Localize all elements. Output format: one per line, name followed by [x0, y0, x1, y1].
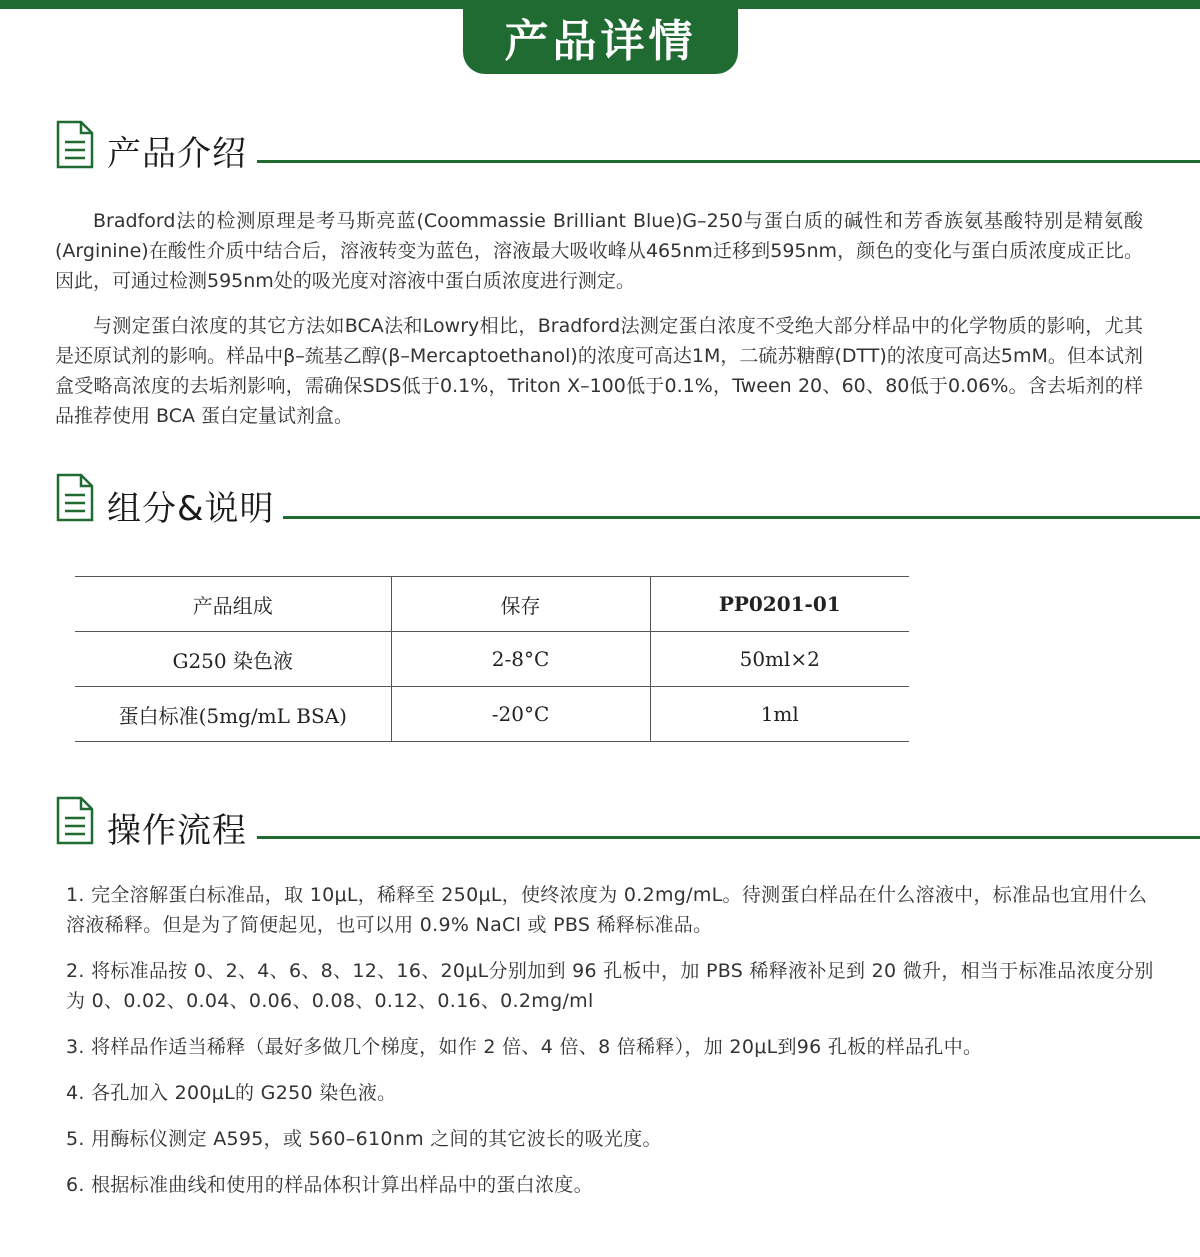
document-icon: [55, 120, 95, 170]
table-header-cell: 保存: [391, 577, 650, 632]
intro-paragraph: 与测定蛋白浓度的其它方法如BCA法和Lowry相比，Bradford法测定蛋白浓度不受绝大部分样品中的化学物质的影响，尤其是还原试剂的影响。样品中β–巯基乙醇(β–Mercaptoethanol)的浓度可高达1M，二硫苏糖醇(DTT)的浓度可高达5mM。但本试剂盒受略高浓度的去垢剂影响，需确保SDS低于0.1%，Triton X–100低于0.1%，Tween 20、60、80低于0.06%。含去垢剂的样品推荐使用 BCA 蛋白定量试剂盒。: [55, 315, 1143, 427]
section-header-procedure: [55, 796, 1200, 856]
procedure-step: 5. 用酶标仪测定 A595，或 560–610nm 之间的其它波长的吸光度。: [66, 1128, 662, 1150]
banner-title: 产品详情: [504, 16, 697, 67]
components-table: [75, 576, 909, 742]
procedure-step: 6. 根据标准曲线和使用的样品体积计算出样品中的蛋白浓度。: [66, 1174, 593, 1196]
procedure-step: 3. 将样品作适当稀释（最好多做几个梯度，如作 2 倍、4 倍、8 倍稀释），加 20μL到96 孔板的样品孔中。: [66, 1036, 983, 1058]
section-title: 产品介绍: [107, 134, 247, 174]
table-cell: G250 染色液: [75, 632, 391, 687]
document-icon: [55, 473, 95, 523]
section-divider: [257, 160, 1200, 163]
document-icon: [55, 796, 95, 846]
intro-paragraph: Bradford法的检测原理是考马斯亮蓝(Coommassie Brilliant Blue)G–250与蛋白质的碱性和芳香族氨基酸特别是精氨酸(Arginine)在酸性介质中结合后，溶液转变为蓝色，溶液最大吸收峰从465nm迁移到595nm，颜色的变化与蛋白质浓度成正比。因此，可通过检测595nm处的吸光度对溶液中蛋白质浓度进行测定。: [55, 210, 1143, 292]
table-header-row: [75, 577, 909, 632]
table-cell: 蛋白标准(5mg/mL BSA): [75, 687, 391, 742]
table-cell: -20°C: [391, 687, 650, 742]
table-row: [75, 632, 909, 687]
table-header-cell: PP0201-01: [650, 577, 909, 632]
table-cell: 1ml: [650, 687, 909, 742]
section-divider: [283, 516, 1200, 519]
section-header-intro: [55, 120, 1200, 180]
procedure-step: 4. 各孔加入 200μL的 G250 染色液。: [66, 1082, 397, 1104]
section-header-components: [55, 473, 1200, 533]
table-cell: 50ml×2: [650, 632, 909, 687]
section-divider: [257, 836, 1200, 839]
procedure-step: 2. 将标准品按 0、2、4、6、8、12、16、20μL分别加到 96 孔板中，加 PBS 稀释液补足到 20 微升，相当于标准品浓度分别为 0、0.02、0.04、0.06、0.08、0.12、0.16、0.2mg/ml: [66, 960, 1154, 1012]
page-banner: [463, 0, 738, 74]
table-row: [75, 687, 909, 742]
section-title: 操作流程: [107, 811, 247, 851]
table-header-cell: 产品组成: [75, 577, 391, 632]
table-cell: 2-8°C: [391, 632, 650, 687]
procedure-step: 1. 完全溶解蛋白标准品，取 10μL，稀释至 250μL，使终浓度为 0.2mg/mL。待测蛋白样品在什么溶液中，标准品也宜用什么溶液稀释。但是为了简便起见，也可以用 0.9% NaCl 或 PBS 稀释标准品。: [66, 884, 1148, 936]
section-title: 组分&说明: [107, 489, 275, 529]
